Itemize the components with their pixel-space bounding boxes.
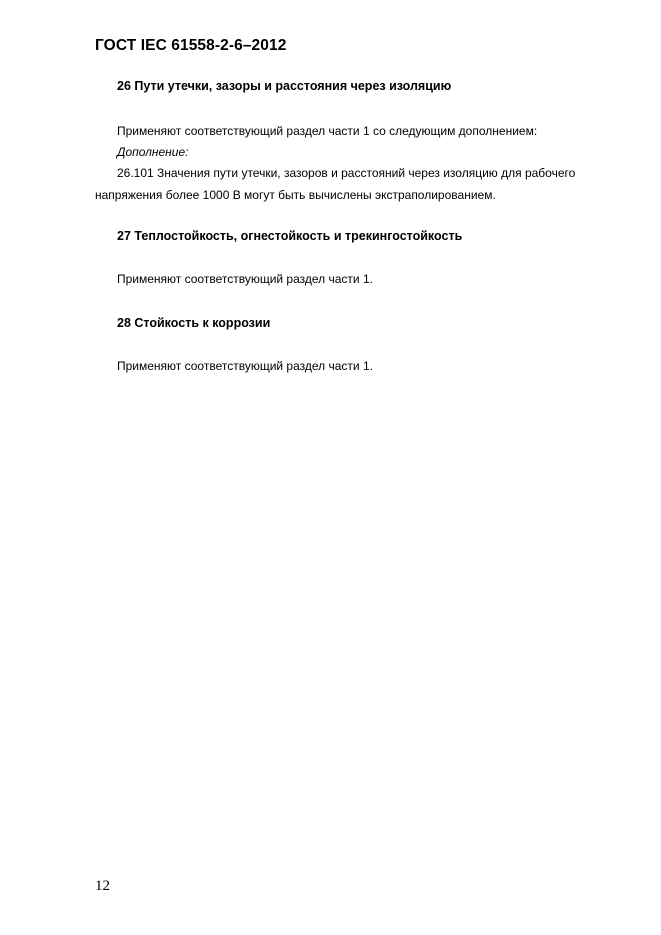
page-number: 12 bbox=[95, 878, 110, 894]
clause-26-101-text: 26.101 Значения пути утечки, зазоров и расстояний через изоляцию для рабочего напряжения более 1000 В могут быть вычислены экстраполированием. bbox=[95, 166, 576, 202]
section-27-heading: 27 Теплостойкость, огнестойкость и трекингостойкость bbox=[117, 229, 463, 243]
section-27-paragraph: Применяют соответствующий раздел части 1. bbox=[117, 272, 373, 286]
section-26-heading: 26 Пути утечки, зазоры и расстояния через изоляцию bbox=[117, 79, 452, 93]
section-28-paragraph: Применяют соответствующий раздел части 1. bbox=[117, 359, 373, 373]
addition-label: Дополнение: bbox=[117, 145, 189, 159]
section-28-heading: 28 Стойкость к коррозии bbox=[117, 316, 271, 330]
document-header: ГОСТ IEC 61558-2-6–2012 bbox=[95, 37, 287, 54]
section-26-paragraph: Применяют соответствующий раздел части 1 со следующим дополнением: bbox=[117, 124, 538, 138]
